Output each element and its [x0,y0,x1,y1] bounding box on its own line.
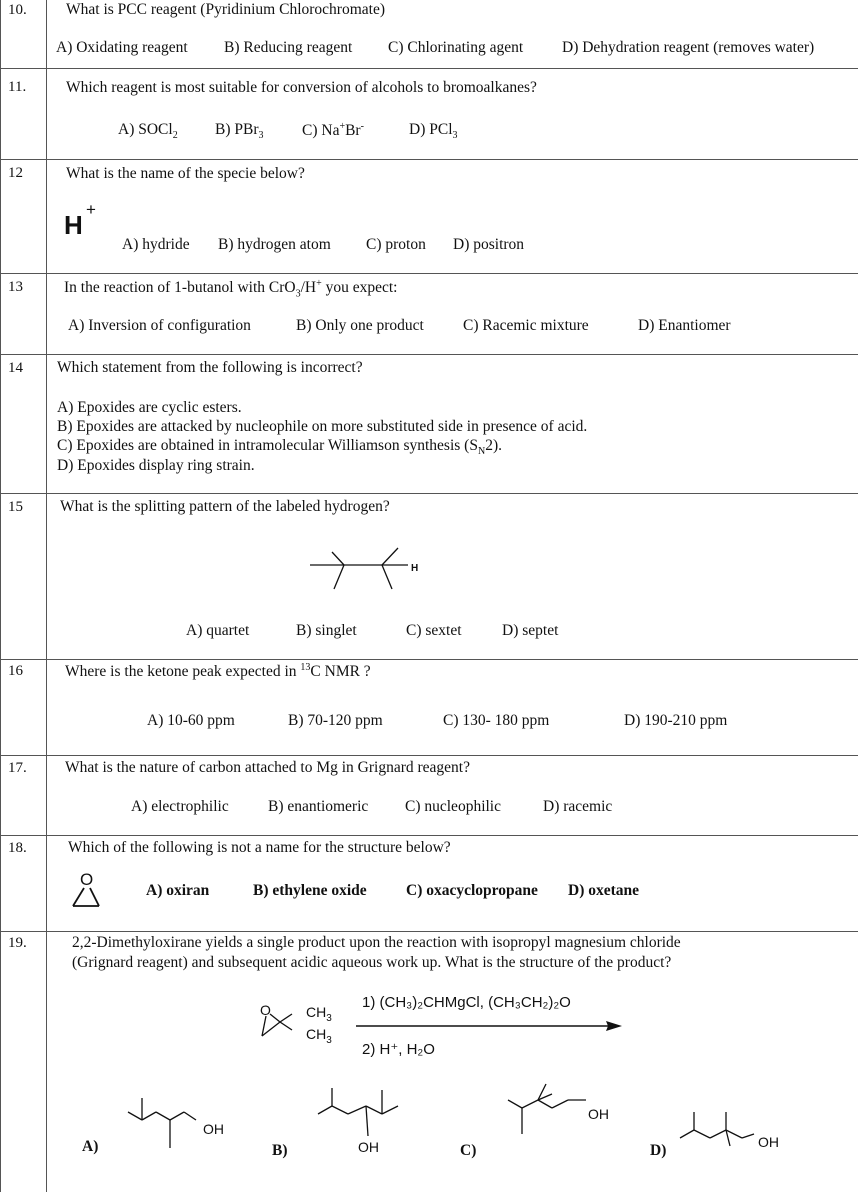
option-a: A) SOCl$_2$ [118,121,178,142]
option-b: B) singlet [296,622,357,639]
question-19 [0,932,858,1192]
question-14 [0,355,858,494]
dimethyloxirane-structure [258,1012,308,1052]
question-stem: What is the nature of carbon attached to Mg in Grignard reagent? [65,759,470,776]
option-d-hydroxyl: OH [758,1134,779,1150]
proton-symbol: H [64,210,83,240]
option-c: C) Epoxides are obtained in intramolecular Williamson synthesis $(S_N2)$. [57,437,502,458]
option-a: A) 10-60 ppm [147,712,235,729]
option-d: D) septet [502,622,559,639]
option-d: D) 190-210 ppm [624,712,728,729]
option-a: A) Epoxides are cyclic esters. [57,399,242,416]
option-d: D) Epoxides display ring strain. [57,457,255,474]
question-stem: What is PCC reagent (Pyridinium Chlorochromate) [66,1,385,18]
option-b: B) Only one product [296,317,424,334]
question-number: 15 [8,499,23,515]
option-a-label: A) [82,1138,99,1155]
option-b: B) 70-120 ppm [288,712,383,729]
option-c-hydroxyl: OH [588,1106,609,1122]
option-c: C) Chlorinating agent [388,39,524,56]
option-b-structure [318,1084,418,1144]
option-a: A) quartet [186,622,250,639]
question-17 [0,756,858,836]
oxygen-label: O [80,870,94,889]
question-18 [0,836,858,932]
question-10 [0,0,858,69]
question-stem: Which of the following is not a name for the structure below? [68,839,451,856]
option-d-structure [680,1108,770,1158]
reaction-arrow [356,1020,626,1032]
option-c: C) Racemic mixture [463,317,589,334]
question-number: 13 [8,279,23,295]
question-12 [0,160,858,274]
option-b-hydroxyl: OH [358,1139,379,1155]
option-b: B) Epoxides are attacked by nucleophile on more substituted side in presence of acid. [57,418,588,435]
option-d: D) PCl$_3$ [409,121,458,142]
question-stem: Which statement from the following is incorrect? [57,359,363,376]
option-a-hydroxyl: OH [203,1121,224,1137]
option-b: B) hydrogen atom [218,236,331,253]
question-number: 19. [8,935,27,951]
question-stem: What is the splitting pattern of the labeled hydrogen? [60,498,390,515]
option-c: C) 130- 180 ppm [443,712,550,729]
methyl-group-1: $CH_3$ [306,1004,332,1024]
question-stem: What is the name of the specie below? [66,165,305,182]
labeled-hydrogen: H [411,563,419,574]
question-number: 18. [8,840,27,856]
option-a: A) Inversion of configuration [68,317,251,334]
option-d: D) Enantiomer [638,317,731,334]
option-a: A) Oxidating reagent [56,39,188,56]
option-c: C) sextet [406,622,462,639]
question-number: 17. [8,760,27,776]
question-stem-line-1: 2,2-Dimethyloxirane yields a single product upon the reaction with isopropyl magnesium chloride [72,934,681,951]
reaction-condition-1: 1) (CH₃)₂CHMgCl, (CH₃CH₂)₂O [362,994,571,1011]
option-c-label: C) [460,1142,477,1159]
option-c: C) oxacyclopropane [406,882,538,899]
option-c: C) nucleophilic [405,798,501,815]
option-c: C) Na+Br- [302,121,364,140]
option-c: C) proton [366,236,426,253]
option-b: B) PBr$_3$ [215,121,264,142]
option-b: B) enantiomeric [268,798,369,815]
option-a: A) hydride [122,236,190,253]
reaction-condition-2: 2) H⁺, H₂O [362,1041,435,1058]
question-11 [0,69,858,160]
question-16 [0,660,858,756]
question-15 [0,494,858,660]
option-d: D) racemic [543,798,613,815]
epoxide-ring [70,886,110,916]
option-d: D) oxetane [568,882,640,899]
option-d-label: D) [650,1142,667,1159]
option-d: D) positron [453,236,525,253]
question-number: 12 [8,165,23,181]
question-13 [0,274,858,355]
option-b-label: B) [272,1142,288,1159]
question-number: 14 [8,360,23,376]
option-a: A) oxiran [146,882,210,899]
question-number: 10. [8,2,27,18]
question-stem: Which reagent is most suitable for conversion of alcohols to bromoalkanes? [66,79,537,96]
option-b: B) ethylene oxide [253,882,367,899]
charge-symbol: + [86,200,96,219]
question-stem: Where is the ketone peak expected in $^{13}$C NMR ? [65,662,371,681]
methyl-group-2: $CH_3$ [306,1026,332,1046]
option-a: A) electrophilic [131,798,229,815]
question-number: 11. [8,79,27,95]
question-stem: In the reaction of 1-butanol with CrO$_3$/H+ you expect: [64,278,398,300]
question-number: 16 [8,663,23,679]
option-d: D) Dehydration reagent (removes water) [562,39,815,56]
question-stem-line-2: (Grignard reagent) and subsequent acidic aqueous work up. What is the structure of the product? [72,954,672,971]
oxygen-label: O [260,1002,271,1018]
option-b: B) Reducing reagent [224,39,353,56]
molecule-2-3-dimethylbutane [310,544,430,604]
